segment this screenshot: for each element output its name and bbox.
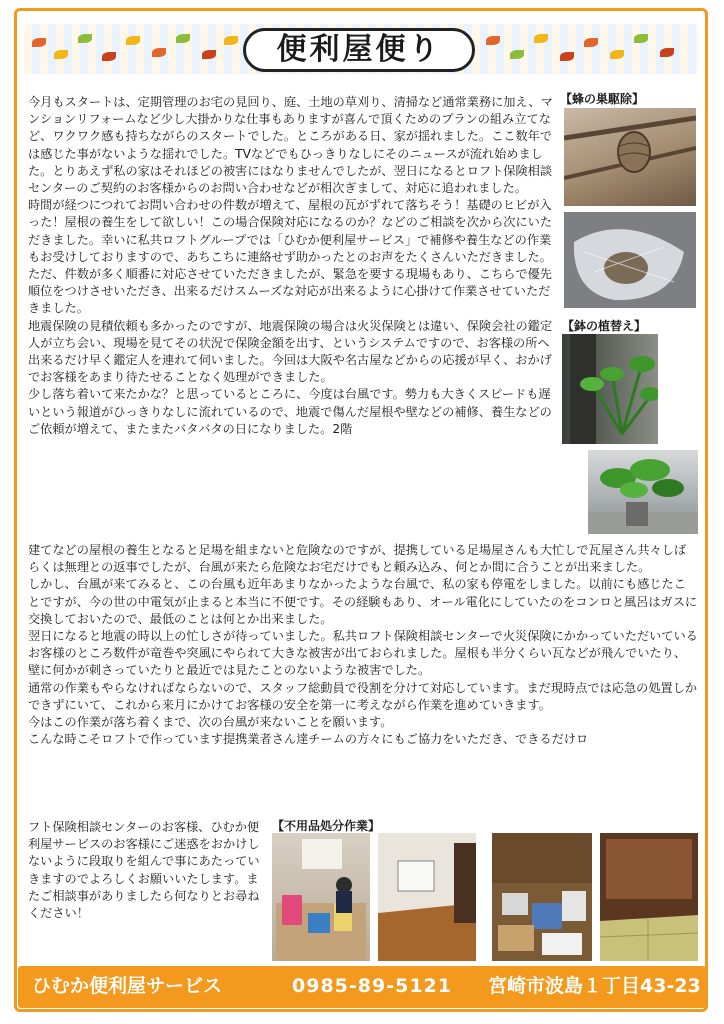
autumn-leaf-icon (202, 50, 216, 59)
caption-hornet-nest: 【蜂の巣駆除】 (560, 92, 645, 106)
paragraph-hope: 今はこの作業が落ち着くまで、次の台風が来ないことを願います。 (28, 715, 393, 730)
cleared-tatami-room-illustration (600, 833, 698, 961)
junk-pile-illustration (492, 833, 592, 961)
autumn-leaf-icon (176, 34, 190, 43)
paragraph-team: こんな時こそロフトで作っています提携業者さん達チームの方々にもご協力をいただき、できるだけロ (28, 732, 589, 747)
repotted-plant-photo-2 (588, 450, 698, 534)
paragraph-intro: 今月もスタートは、定期管理のお宅の見回り、庭、土地の草刈り、清掃など通常業務に加え、マンションリフォームなど少し大掛かりな仕事もありますが喜んで頂くためのプランの組み立てなど、ワクワク感も持ちながらのスタートでした。ところがある日、家が揺れました。ここ数年では感じた事がないような揺れでした。TVなどでもひっきりなしにそのニュースが流れ始めました。とりあえず私の家はそれほどの被害にはなりませんでしたが、翌日になるとロフト保険相談センターのご契約のお客様からのお問い合わせなどが相次ぎまして、対応に追われました。 (28, 95, 553, 196)
bag-illustration (564, 212, 696, 308)
article-body (28, 94, 558, 438)
junk-removal-photo-1 (272, 833, 370, 961)
autumn-leaf-icon (660, 48, 674, 57)
autumn-leaf-icon (126, 36, 140, 45)
caption-junk-removal: 【不用品処分作業】 (272, 819, 381, 833)
footer-phone[interactable]: 0985-89-5121 (292, 975, 452, 997)
autumn-leaf-icon (634, 34, 648, 43)
hornet-nest-illustration (564, 108, 696, 206)
autumn-leaf-icon (224, 36, 238, 45)
paragraph-inquiries: 時間が経つにつれてお問い合わせの件数が増えて、屋根の瓦がずれて落ちそう！基礎のヒビが入った！屋根の養生をして欲しい！この場合保険対応になるのか？などのご相談を次から次にいただきました。幸いに私共ロフトグループでは「ひむか便利屋サービス」で補修や養生などの作業もお受けしておりますので、あちこちに連絡せず助かったとのお声をたくさんいただきました。ただ、件数が多く順番に対応させていただきましたが、緊急を要する現場もあり、こちらで優先順位をつけさせいただき、出来るだけスムーズな対応が出来るように心掛けて作業させていただきました。 (28, 198, 553, 316)
autumn-leaf-icon (32, 38, 46, 47)
footer-address: 宮崎市波島１丁目43-23 (488, 975, 701, 997)
autumn-leaf-icon (510, 50, 524, 59)
autumn-leaf-icon (78, 34, 92, 43)
caption-repotting: 【鉢の植替え】 (562, 319, 647, 333)
plant-illustration (562, 334, 658, 444)
hornet-nest-photo (564, 108, 696, 206)
nest-in-bag-photo (564, 212, 696, 308)
junk-removal-photo-4 (600, 833, 698, 961)
autumn-leaf-icon (102, 52, 116, 61)
autumn-leaf-icon (152, 48, 166, 57)
autumn-leaf-icon (560, 52, 574, 61)
junk-removal-photo-3 (492, 833, 592, 961)
footer-company: ひむか便利屋サービス (32, 975, 223, 997)
autumn-leaf-icon (534, 34, 548, 43)
cluttered-room-illustration (272, 833, 370, 961)
paragraph-damage: 翌日になると地震の時以上の忙しさが待っていました。私共ロフト保険相談センターで火災保険にかかっていただいているお客様のところ数件が竜巻や突風にやられて大きな被害が出ておられました。屋根も半分くらい瓦などが飛んでいたり、壁に何かが刺さっていたりと最近では見たことのないような被害でした。 (28, 629, 698, 678)
autumn-leaf-icon (486, 36, 500, 45)
paragraph-blackout: しかし、台風が来てみると、この台風も近年あまりなかったような台風で、私の家も停電をしました。以前にも感じたことですが、今の世の中電気が止まると本当に不便です。その経験もあり、オール電化にしていたのをコンロと風呂はガスに交換しておいたので、最低のことは何とか出来ました。 (28, 577, 698, 626)
paragraph-typhoon: 少し落ち着いて来たかな？と思っているところに、今度は台風です。勢力も大きくスピードも遅いという報道がひっきりなしに流れているので、地震で傷んだ屋根や壁などの補修、養生などのご依頼が増えて、またまたバタバタの日になりました。2階 (28, 387, 552, 436)
planter-illustration (588, 450, 698, 534)
autumn-leaf-icon (610, 50, 624, 59)
empty-room-illustration (378, 833, 476, 961)
junk-removal-photo-2 (378, 833, 476, 961)
autumn-leaf-icon (54, 50, 68, 59)
article-body-wide (28, 542, 698, 748)
footer-bar (18, 966, 706, 1008)
autumn-leaf-icon (584, 38, 598, 47)
page-title: 便利屋便り (243, 28, 475, 72)
paragraph-earthquake-insurance: 地震保険の見積依頼も多かったのですが、地震保険の場合は火災保険とは違い、保険会社の鑑定人が立ち会い、現場を見てその状況で保険金額を出す、というシステムですので、お客様の所へ出来るだけ早く鑑定人を連れて伺いました。今回は大阪や名古屋などからの応援が早く、おかげでお客様をあまり待たせることなく処理ができました。 (28, 318, 553, 385)
paragraph-closing: フト保険相談センターのお客様、ひむか便利屋サービスのお客様にご迷惑をおかけしないように段取りを組んで事にあたっていきますのでよろしくお願いいたします。またご相談事がありましたら何なりとお尋ねください！ (28, 820, 260, 921)
paragraph-scaffolding: 建てなどの屋根の養生となると足場を組まないと危険なのですが、提携している足場屋さんも大忙しで瓦屋さん共々しばらくは無理との返事でしたが、台風が来たら危険なお宅だけでもと頼み込み、何とか間に合うことが出来ました。 (28, 543, 687, 575)
paragraph-staff: 通常の作業もやらなければならないので、スタッフ総動員で役割を分けて対応しています。まだ現時点では応急の処置しかできずにいて、これから来月にかけてお客様の安全を第一に考えながら作業を進めていきます。 (28, 680, 698, 712)
repotted-plant-photo-1 (562, 334, 658, 444)
